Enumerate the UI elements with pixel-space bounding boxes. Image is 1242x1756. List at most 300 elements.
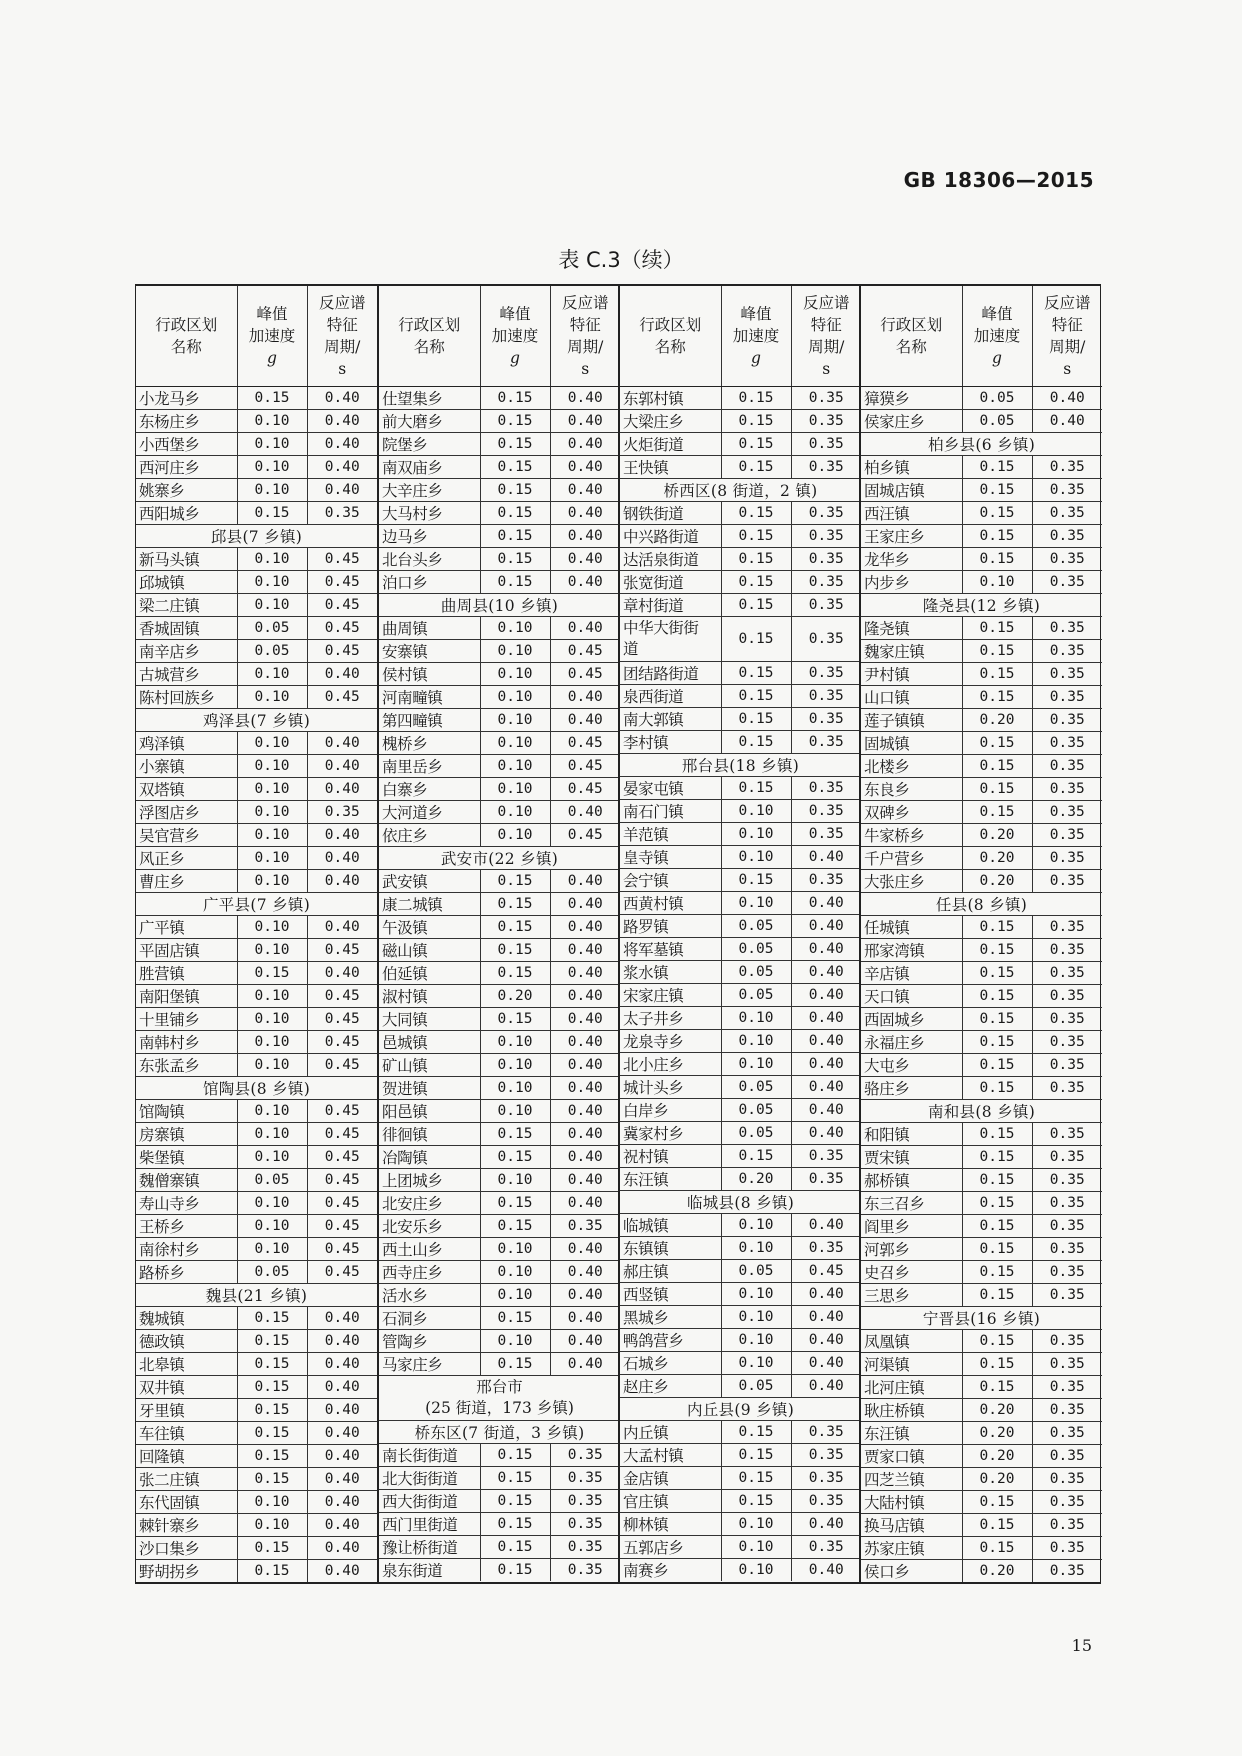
region-name: 南石门镇: [620, 800, 721, 823]
county-heading: 桥东区(7 街道，3 乡镇): [379, 1421, 620, 1444]
characteristic-period: 0.40: [307, 479, 377, 502]
table-row: [136, 548, 377, 571]
characteristic-period: 0.35: [1032, 732, 1102, 755]
region-name: 龙泉寺乡: [620, 1030, 721, 1053]
peak-acceleration: 0.10: [237, 1123, 307, 1146]
peak-acceleration: 0.15: [721, 1467, 791, 1490]
region-name: 北皋镇: [136, 1353, 237, 1376]
region-name: 河渠镇: [861, 1353, 962, 1376]
table-row: [861, 571, 1102, 594]
peak-acceleration: 0.10: [237, 1031, 307, 1054]
characteristic-period: 0.40: [1032, 410, 1102, 433]
region-name: 新马头镇: [136, 548, 237, 571]
characteristic-period: 0.45: [550, 824, 620, 847]
characteristic-period: 0.40: [550, 893, 620, 916]
county-heading: 鸡泽县(7 乡镇): [136, 709, 377, 732]
region-name: 郝庄镇: [620, 1260, 721, 1283]
table-row: [620, 617, 861, 662]
characteristic-period: 0.40: [550, 1008, 620, 1031]
peak-acceleration: 0.15: [962, 1514, 1032, 1537]
characteristic-period: 0.35: [1032, 1422, 1102, 1445]
peak-acceleration: 0.20: [962, 824, 1032, 847]
peak-acceleration: 0.10: [721, 1352, 791, 1375]
table-row: [861, 387, 1102, 410]
characteristic-period: 0.35: [1032, 916, 1102, 939]
peak-acceleration: 0.15: [721, 433, 791, 456]
characteristic-period: 0.40: [550, 525, 620, 548]
characteristic-period: 0.35: [1032, 778, 1102, 801]
table-row: [136, 433, 377, 456]
table-row: [620, 1490, 861, 1513]
table-row: [620, 708, 861, 731]
peak-acceleration: 0.10: [721, 800, 791, 823]
peak-acceleration: 0.10: [480, 732, 550, 755]
table-row: [136, 1238, 377, 1261]
table-row: [136, 962, 377, 985]
region-name: 寿山寺乡: [136, 1192, 237, 1215]
region-name: 东汪镇: [861, 1422, 962, 1445]
peak-acceleration: 0.15: [237, 1537, 307, 1560]
peak-acceleration: 0.10: [480, 1169, 550, 1192]
characteristic-period: 0.45: [550, 640, 620, 663]
table-row: [136, 502, 377, 525]
table-column: [618, 286, 859, 1582]
characteristic-period: 0.35: [1032, 1031, 1102, 1054]
region-name: 千户营乡: [861, 847, 962, 870]
table-row: [136, 1054, 377, 1077]
region-name: 康二城镇: [379, 893, 480, 916]
region-name: 魏家庄镇: [861, 640, 962, 663]
peak-acceleration: 0.15: [237, 1422, 307, 1445]
region-name: 槐桥乡: [379, 732, 480, 755]
characteristic-period: 0.40: [307, 962, 377, 985]
region-name: 南长街街道: [379, 1444, 480, 1467]
table-row: [620, 777, 861, 800]
characteristic-period: 0.35: [1032, 1146, 1102, 1169]
peak-acceleration: 0.15: [480, 1444, 550, 1467]
region-name: 野胡拐乡: [136, 1560, 237, 1583]
peak-acceleration: 0.15: [721, 456, 791, 479]
peak-acceleration: 0.10: [721, 1030, 791, 1053]
region-name: 章村街道: [620, 594, 721, 617]
peak-acceleration: 0.10: [721, 1536, 791, 1559]
table-row: [136, 755, 377, 778]
characteristic-period: 0.40: [550, 433, 620, 456]
region-name: 双井镇: [136, 1376, 237, 1399]
peak-acceleration: 0.05: [721, 961, 791, 984]
characteristic-period: 0.45: [307, 686, 377, 709]
region-name: 石城乡: [620, 1352, 721, 1375]
peak-acceleration: 0.15: [480, 939, 550, 962]
county-heading: 临城县(8 乡镇): [620, 1191, 861, 1214]
table-row: [620, 1168, 861, 1191]
characteristic-period: 0.35: [1032, 479, 1102, 502]
characteristic-period: 0.35: [791, 1490, 861, 1513]
table-row: [379, 525, 620, 548]
table-row: [620, 1352, 861, 1375]
region-name: 柏乡镇: [861, 456, 962, 479]
table-row: [136, 410, 377, 433]
peak-acceleration: 0.20: [962, 847, 1032, 870]
region-name: 骆庄乡: [861, 1077, 962, 1100]
peak-acceleration: 0.10: [237, 663, 307, 686]
peak-acceleration: 0.20: [962, 1422, 1032, 1445]
table-row: [861, 1537, 1102, 1560]
table-row: [620, 984, 861, 1007]
region-name: 小西堡乡: [136, 433, 237, 456]
region-name: 北楼乡: [861, 755, 962, 778]
region-name: 苏家庄镇: [861, 1537, 962, 1560]
group-row: [136, 1077, 377, 1100]
peak-acceleration: 0.10: [721, 1237, 791, 1260]
table-row: [861, 985, 1102, 1008]
region-name: 金店镇: [620, 1467, 721, 1490]
peak-acceleration: 0.10: [480, 778, 550, 801]
peak-acceleration: 0.10: [237, 1491, 307, 1514]
table-row: [136, 1169, 377, 1192]
table-row: [620, 1099, 861, 1122]
table-row: [861, 801, 1102, 824]
characteristic-period: 0.35: [1032, 870, 1102, 893]
characteristic-period: 0.40: [550, 1031, 620, 1054]
group-row: [861, 594, 1102, 617]
group-row: [861, 1307, 1102, 1330]
peak-acceleration: 0.15: [721, 662, 791, 685]
table-row: [620, 1375, 861, 1398]
table-row: [861, 1353, 1102, 1376]
region-name: 大孟村镇: [620, 1444, 721, 1467]
peak-acceleration: 0.20: [962, 870, 1032, 893]
table-row: [861, 502, 1102, 525]
characteristic-period: 0.40: [550, 1054, 620, 1077]
characteristic-period: 0.35: [791, 1444, 861, 1467]
characteristic-period: 0.40: [791, 1030, 861, 1053]
peak-acceleration: 0.15: [237, 1560, 307, 1583]
characteristic-period: 0.35: [791, 777, 861, 800]
table-row: [379, 479, 620, 502]
peak-acceleration: 0.15: [962, 732, 1032, 755]
peak-acceleration: 0.15: [962, 1330, 1032, 1353]
peak-acceleration: 0.15: [721, 548, 791, 571]
region-name: 北安乐乡: [379, 1215, 480, 1238]
region-name: 南里岳乡: [379, 755, 480, 778]
peak-acceleration: 0.15: [480, 1559, 550, 1582]
region-name: 北台头乡: [379, 548, 480, 571]
characteristic-period: 0.35: [791, 456, 861, 479]
characteristic-period: 0.35: [1032, 1560, 1102, 1583]
characteristic-period: 0.40: [791, 1076, 861, 1099]
peak-acceleration: 0.10: [480, 755, 550, 778]
table-row: [136, 732, 377, 755]
table-row: [379, 778, 620, 801]
peak-acceleration: 0.10: [721, 1053, 791, 1076]
region-name: 达活泉街道: [620, 548, 721, 571]
table-row: [861, 1077, 1102, 1100]
characteristic-period: 0.40: [307, 663, 377, 686]
table-row: [861, 663, 1102, 686]
county-heading: 宁晋县(16 乡镇): [861, 1307, 1102, 1330]
characteristic-period: 0.45: [307, 594, 377, 617]
characteristic-period: 0.35: [791, 869, 861, 892]
peak-acceleration: 0.10: [480, 663, 550, 686]
table-row: [379, 663, 620, 686]
table-row: [136, 479, 377, 502]
characteristic-period: 0.40: [791, 1007, 861, 1030]
characteristic-period: 0.35: [307, 801, 377, 824]
characteristic-period: 0.40: [307, 1376, 377, 1399]
table-row: [136, 1215, 377, 1238]
characteristic-period: 0.40: [550, 916, 620, 939]
table-row: [861, 916, 1102, 939]
region-name: 内丘镇: [620, 1421, 721, 1444]
county-heading: 武安市(22 乡镇): [379, 847, 620, 870]
header-name: 行政区划 名称: [620, 286, 721, 387]
characteristic-period: 0.40: [307, 778, 377, 801]
peak-acceleration: 0.05: [237, 1169, 307, 1192]
peak-acceleration: 0.15: [480, 1215, 550, 1238]
region-name: 风正乡: [136, 847, 237, 870]
region-name: 东杨庄乡: [136, 410, 237, 433]
characteristic-period: 0.35: [1032, 755, 1102, 778]
region-name: 赵庄乡: [620, 1375, 721, 1398]
peak-acceleration: 0.10: [480, 801, 550, 824]
characteristic-period: 0.40: [791, 1352, 861, 1375]
group-row: [379, 847, 620, 870]
region-name: 大梁庄乡: [620, 410, 721, 433]
characteristic-period: 0.35: [791, 708, 861, 731]
characteristic-period: 0.40: [791, 1283, 861, 1306]
table-row: [620, 731, 861, 754]
region-name: 贺进镇: [379, 1077, 480, 1100]
characteristic-period: 0.45: [307, 1169, 377, 1192]
peak-acceleration: 0.10: [480, 1330, 550, 1353]
characteristic-period: 0.40: [550, 479, 620, 502]
region-name: 东汪镇: [620, 1168, 721, 1191]
characteristic-period: 0.40: [550, 571, 620, 594]
region-name: 西固城乡: [861, 1008, 962, 1031]
table-row: [136, 1008, 377, 1031]
table-row: [620, 1214, 861, 1237]
region-name: 大河道乡: [379, 801, 480, 824]
characteristic-period: 0.35: [1032, 525, 1102, 548]
characteristic-period: 0.40: [550, 410, 620, 433]
table-row: [620, 1283, 861, 1306]
page-number: 15: [1071, 1636, 1092, 1655]
table-row: [620, 1007, 861, 1030]
region-name: 车往镇: [136, 1422, 237, 1445]
characteristic-period: 0.35: [1032, 847, 1102, 870]
characteristic-period: 0.35: [550, 1490, 620, 1513]
peak-acceleration: 0.15: [962, 1031, 1032, 1054]
characteristic-period: 0.45: [791, 1260, 861, 1283]
county-heading: 广平县(7 乡镇): [136, 893, 377, 916]
table-row: [620, 662, 861, 685]
region-name: 大马村乡: [379, 502, 480, 525]
peak-acceleration: 0.15: [480, 962, 550, 985]
table-row: [861, 1146, 1102, 1169]
characteristic-period: 0.35: [1032, 1215, 1102, 1238]
region-name: 北安庄乡: [379, 1192, 480, 1215]
table-row: [136, 686, 377, 709]
region-name: 耿庄桥镇: [861, 1399, 962, 1422]
region-name: 贾家口镇: [861, 1445, 962, 1468]
peak-acceleration: 0.15: [480, 1307, 550, 1330]
header-pga: 峰值 加速度 g: [962, 286, 1032, 387]
group-row: [861, 893, 1102, 916]
characteristic-period: 0.40: [550, 870, 620, 893]
characteristic-period: 0.45: [307, 1100, 377, 1123]
table-row: [861, 939, 1102, 962]
peak-acceleration: 0.15: [480, 1353, 550, 1376]
characteristic-period: 0.35: [1032, 1537, 1102, 1560]
characteristic-period: 0.40: [791, 915, 861, 938]
table-row: [861, 755, 1102, 778]
characteristic-period: 0.35: [1032, 663, 1102, 686]
table-row: [379, 1169, 620, 1192]
characteristic-period: 0.45: [550, 663, 620, 686]
table-row: [136, 663, 377, 686]
peak-acceleration: 0.10: [480, 1238, 550, 1261]
region-name: 广平镇: [136, 916, 237, 939]
region-name: 张二庄镇: [136, 1468, 237, 1491]
county-heading: 邢台县(18 乡镇): [620, 754, 861, 777]
table-block: [136, 286, 377, 1582]
table-row: [379, 1215, 620, 1238]
table-row: [620, 433, 861, 456]
table-row: [861, 1422, 1102, 1445]
region-name: 吴官营乡: [136, 824, 237, 847]
table-row: [861, 870, 1102, 893]
table-caption: 表 C.3（续）: [558, 248, 684, 272]
table-row: [136, 1514, 377, 1537]
peak-acceleration: 0.15: [721, 731, 791, 754]
region-name: 淑村镇: [379, 985, 480, 1008]
group-row: [620, 1398, 861, 1421]
peak-acceleration: 0.15: [962, 502, 1032, 525]
region-name: 莲子镇镇: [861, 709, 962, 732]
table-row: [379, 617, 620, 640]
peak-acceleration: 0.15: [721, 617, 791, 662]
table-row: [861, 1123, 1102, 1146]
characteristic-period: 0.40: [307, 387, 377, 410]
region-name: 西黄村镇: [620, 892, 721, 915]
characteristic-period: 0.40: [550, 1353, 620, 1376]
table-row: [861, 1330, 1102, 1353]
peak-acceleration: 0.05: [721, 1260, 791, 1283]
region-name: 邱城镇: [136, 571, 237, 594]
region-name: 河南疃镇: [379, 686, 480, 709]
table-row: [620, 892, 861, 915]
peak-acceleration: 0.15: [237, 1307, 307, 1330]
characteristic-period: 0.35: [791, 433, 861, 456]
peak-acceleration: 0.20: [962, 1399, 1032, 1422]
table-column: [859, 286, 1100, 1582]
characteristic-period: 0.40: [307, 755, 377, 778]
region-name: 曲周镇: [379, 617, 480, 640]
peak-acceleration: 0.15: [721, 1421, 791, 1444]
characteristic-period: 0.45: [307, 1008, 377, 1031]
region-name: 仕望集乡: [379, 387, 480, 410]
region-name: 白寨乡: [379, 778, 480, 801]
characteristic-period: 0.35: [1032, 939, 1102, 962]
table-row: [620, 594, 861, 617]
region-name: 北小庄乡: [620, 1053, 721, 1076]
region-name: 沙口集乡: [136, 1537, 237, 1560]
table-row: [136, 1537, 377, 1560]
table-row: [861, 1399, 1102, 1422]
peak-acceleration: 0.05: [721, 984, 791, 1007]
characteristic-period: 0.35: [791, 662, 861, 685]
table-row: [379, 1077, 620, 1100]
characteristic-period: 0.45: [550, 732, 620, 755]
peak-acceleration: 0.15: [962, 456, 1032, 479]
peak-acceleration: 0.15: [480, 1192, 550, 1215]
region-name: 史召乡: [861, 1261, 962, 1284]
peak-acceleration: 0.05: [237, 640, 307, 663]
characteristic-period: 0.35: [791, 571, 861, 594]
peak-acceleration: 0.10: [237, 594, 307, 617]
region-name: 中华大街街 道: [620, 617, 721, 662]
peak-acceleration: 0.10: [237, 847, 307, 870]
peak-acceleration: 0.15: [962, 479, 1032, 502]
peak-acceleration: 0.15: [962, 1353, 1032, 1376]
table-row: [620, 410, 861, 433]
region-name: 南辛店乡: [136, 640, 237, 663]
characteristic-period: 0.40: [550, 1261, 620, 1284]
region-name: 东良乡: [861, 778, 962, 801]
table-row: [136, 571, 377, 594]
region-name: 西门里街道: [379, 1513, 480, 1536]
table-row: [379, 387, 620, 410]
region-name: 十里铺乡: [136, 1008, 237, 1031]
region-name: 侯家庄乡: [861, 410, 962, 433]
county-heading: 隆尧县(12 乡镇): [861, 594, 1102, 617]
characteristic-period: 0.35: [550, 1513, 620, 1536]
characteristic-period: 0.35: [791, 1536, 861, 1559]
peak-acceleration: 0.15: [237, 387, 307, 410]
peak-acceleration: 0.10: [480, 1100, 550, 1123]
table-row: [379, 686, 620, 709]
table-row: [379, 1261, 620, 1284]
table-row: [136, 1123, 377, 1146]
characteristic-period: 0.35: [1032, 548, 1102, 571]
peak-acceleration: 0.15: [237, 502, 307, 525]
table-row: [379, 1559, 620, 1582]
region-name: 大陆村镇: [861, 1491, 962, 1514]
region-name: 隆尧镇: [861, 617, 962, 640]
region-name: 阎里乡: [861, 1215, 962, 1238]
table-row: [136, 824, 377, 847]
table-row: [379, 1238, 620, 1261]
table-row: [379, 1008, 620, 1031]
region-name: 固城店镇: [861, 479, 962, 502]
characteristic-period: 0.45: [307, 640, 377, 663]
region-name: 陈村回族乡: [136, 686, 237, 709]
peak-acceleration: 0.20: [480, 985, 550, 1008]
characteristic-period: 0.40: [307, 732, 377, 755]
region-name: 三思乡: [861, 1284, 962, 1307]
table-row: [379, 1284, 620, 1307]
table-row: [136, 1261, 377, 1284]
peak-acceleration: 0.15: [721, 594, 791, 617]
peak-acceleration: 0.10: [721, 1306, 791, 1329]
table-row: [136, 1146, 377, 1169]
region-name: 泉东街道: [379, 1559, 480, 1582]
characteristic-period: 0.40: [550, 1077, 620, 1100]
characteristic-period: 0.35: [791, 525, 861, 548]
table-row: [861, 1514, 1102, 1537]
table-row: [379, 1307, 620, 1330]
